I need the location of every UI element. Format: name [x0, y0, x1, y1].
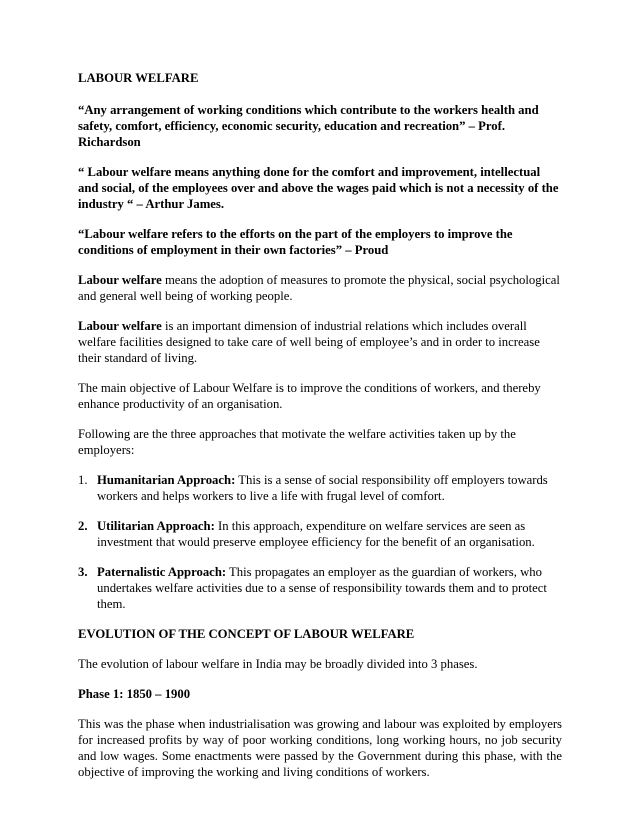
approach-title: Paternalistic Approach:	[97, 565, 227, 579]
definition-text: is an important dimension of industrial relations which includes overall welfare facilities designed to take care of well being of employee’s and in order to increase their standard of living.	[78, 319, 540, 365]
list-number: 3.	[78, 565, 88, 579]
approach-text: This propagates an employer as the guardian of workers, who undertakes welfare activities due to a sense of responsibility towards them and to protect them.	[97, 565, 547, 611]
evolution-intro: The evolution of labour welfare in India may be broadly divided into 3 phases.	[78, 657, 478, 671]
approach-item	[78, 564, 562, 612]
approaches-list	[78, 472, 562, 612]
phase-1-text: This was the phase when industrialisation was growing and labour was exploited by employers for increased profits by way of poor working conditions, long working hours, no job security and low wages. Some enactments were passed by the Government during this phase, with the objective of improving the working and living conditions of workers.	[78, 717, 562, 779]
approach-item	[78, 472, 562, 504]
definition-paragraph-1	[78, 272, 562, 304]
approach-title: Utilitarian Approach:	[97, 519, 215, 533]
approach-item	[78, 518, 562, 550]
quote-arthur-james: “ Labour welfare means anything done for the comfort and improvement, intellectual and social, of the employees over and above the wages paid which is not a necessity of the industry “ – Arthur James.	[78, 165, 559, 211]
list-number: 2.	[78, 519, 88, 533]
approaches-intro: Following are the three approaches that motivate the welfare activities taken up by the employers:	[78, 427, 516, 457]
approach-title: Humanitarian Approach:	[97, 473, 236, 487]
objective-paragraph: The main objective of Labour Welfare is to improve the conditions of workers, and thereby enhance productivity of an organisation.	[78, 381, 541, 411]
quote-proud: “Labour welfare refers to the efforts on the part of the employers to improve the conditions of employment in their own factories” – Proud	[78, 227, 513, 257]
definition-term: Labour welfare	[78, 273, 162, 287]
list-number: 1.	[78, 473, 88, 487]
definition-term: Labour welfare	[78, 319, 162, 333]
phase-1-heading: Phase 1: 1850 – 1900	[78, 687, 191, 701]
document-title: LABOUR WELFARE	[78, 71, 199, 85]
definition-text: means the adoption of measures to promote the physical, social psychological and general well being of working people.	[78, 273, 560, 303]
quote-richardson: “Any arrangement of working conditions which contribute to the workers health and safety, comfort, efficiency, economic security, education and recreation” – Prof. Richardson	[78, 103, 539, 149]
evolution-heading: EVOLUTION OF THE CONCEPT OF LABOUR WELFARE	[78, 627, 415, 641]
approach-text: This is a sense of social responsibility off employers towards workers and helps workers to live a life with frugal level of comfort.	[97, 473, 548, 503]
approach-text: In this approach, expenditure on welfare services are seen as investment that would preserve employee efficiency for the benefit of an organisation.	[97, 519, 535, 549]
definition-paragraph-2	[78, 318, 562, 366]
document-body	[78, 70, 562, 794]
